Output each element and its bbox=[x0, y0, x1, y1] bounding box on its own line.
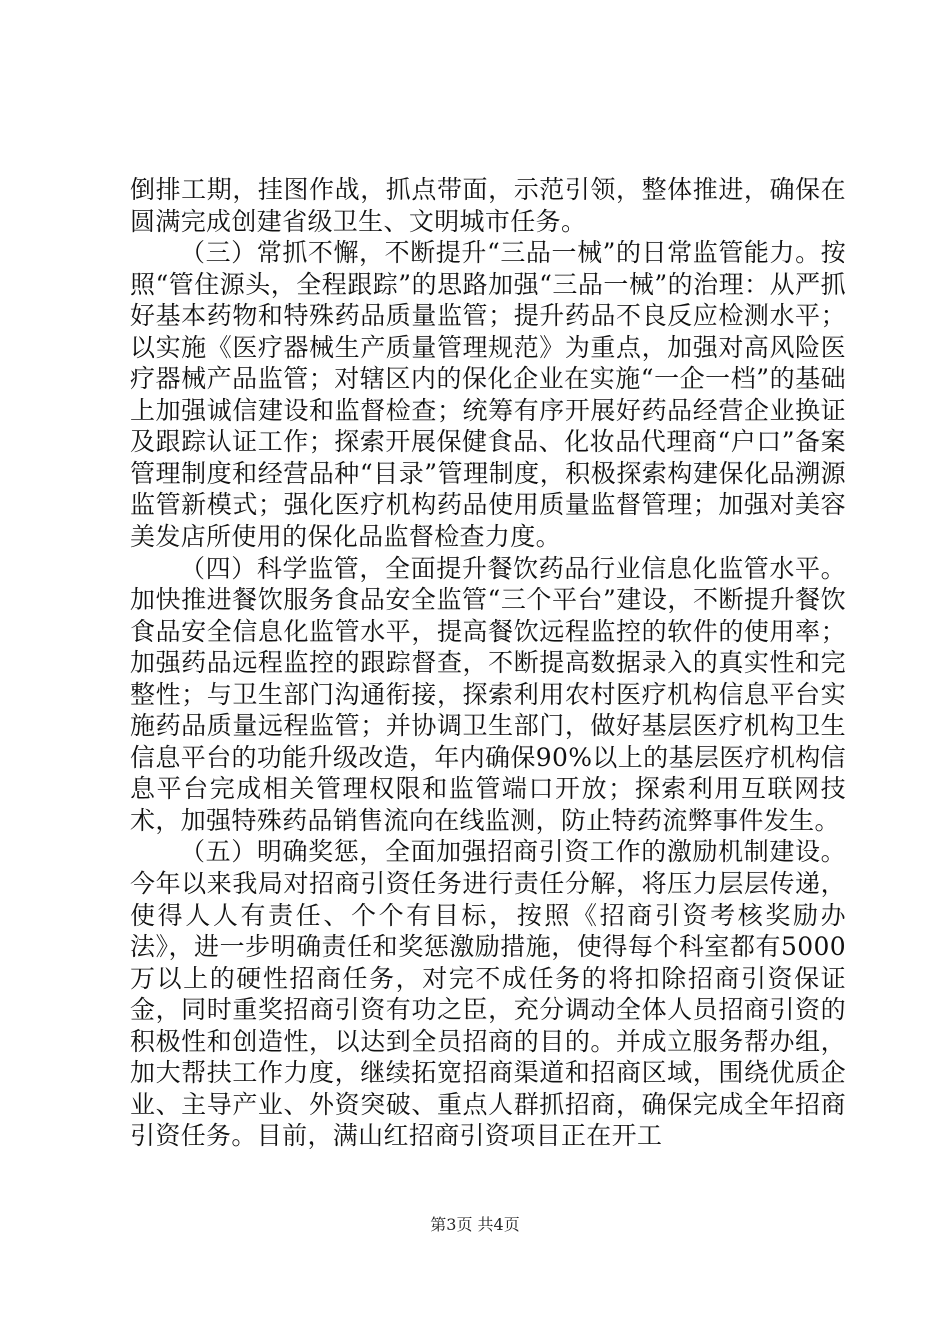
paragraph-section-4: （四）科学监管，全面提升餐饮药品行业信息化监管水平。加快推进餐饮服务食品安全监管“三个平台”建设，不断提升餐饮食品安全信息化监管水平，提高餐饮远程监控的软件的使用率；加强药品远程监控的跟踪督查，不断提高数据录入的真实性和完整性；与卫生部门沟通衔接，探索利用农村医疗机构信息平台实施药品质量远程监管；并协调卫生部门，做好基层医疗机构卫生信息平台的功能升级改造，年内确保90%以上的基层医疗机构信息平台完成相关管理权限和监管端口开放；探索利用互联网技术，加强特殊药品销售流向在线监测，防止特药流弊事件发生。 bbox=[130, 553, 846, 835]
document-body bbox=[130, 174, 846, 1152]
paragraph-continuation: 倒排工期，挂图作战，抓点带面，示范引领，整体推进，确保在圆满完成创建省级卫生、文明城市任务。 bbox=[130, 175, 846, 236]
page-footer: 第3页 共4页 bbox=[430, 1215, 520, 1234]
paragraph-section-5: （五）明确奖惩，全面加强招商引资工作的激励机制建设。今年以来我局对招商引资任务进行责任分解，将压力层层传递，使得人人有责任、个个有目标，按照《招商引资考核奖励办法》，进一步明确责任和奖惩激励措施，使得每个科室都有5000万以上的硬性招商任务，对完不成任务的将扣除招商引资保证金，同时重奖招商引资有功之臣，充分调动全体人员招商引资的积极性和创造性，以达到全员招商的目的。并成立服务帮办组，加大帮扶工作力度，继续拓宽招商渠道和招商区域，围绕优质企业、主导产业、外资突破、重点人群抓招商，确保完成全年招商引资任务。目前，满山红招商引资项目正在开工 bbox=[130, 837, 846, 1151]
paragraph-section-3: （三）常抓不懈，不断提升“三品一械”的日常监管能力。按照“管住源头，全程跟踪”的思路加强“三品一械”的治理：从严抓好基本药物和特殊药品质量监管；提升药品不良反应检测水平；以实施《医疗器械生产质量管理规范》为重点，加强对高风险医疗器械产品监管；对辖区内的保化企业在实施“一企一档”的基础上加强诚信建设和监督检查；统筹有序开展好药品经营企业换证及跟踪认证工作；探索开展保健食品、化妆品代理商“户口”备案管理制度和经营品种“目录”管理制度，积极探索构建保化品溯源监管新模式；强化医疗机构药品使用质量监督管理；加强对美容美发店所使用的保化品监督检查力度。 bbox=[130, 238, 846, 552]
